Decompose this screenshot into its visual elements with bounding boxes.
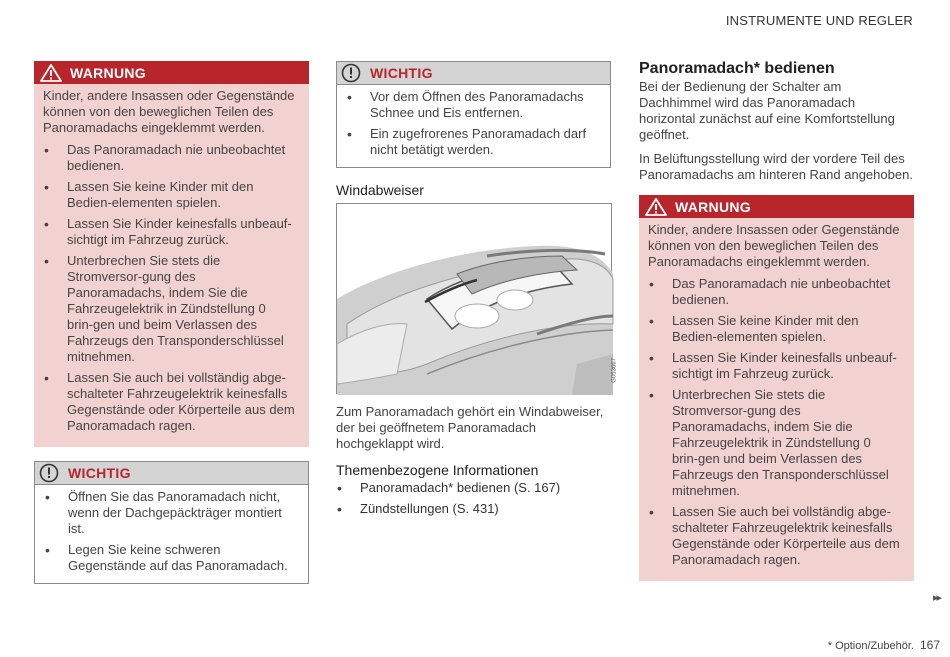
list-item: • Vor dem Öffnen des Panoramadachs Schnee und Eis entfernen. xyxy=(346,89,598,121)
figure-code: G053667 xyxy=(612,358,618,383)
related-link[interactable]: • Panoramadach* bedienen (S. 167) xyxy=(336,480,611,496)
list-item: • Das Panoramadach nie unbeobachtet bedienen. xyxy=(43,142,295,174)
important-box xyxy=(336,61,611,168)
warning-box xyxy=(639,195,914,581)
list-item: • Lassen Sie auch bei vollständig abge-schalteter Fahrzeugelektrik keinesfalls Gegenstände oder Körperteile aus dem Panoramadach ragen. xyxy=(43,370,295,434)
important-title: WICHTIG xyxy=(370,65,433,81)
exclamation-circle-icon xyxy=(341,63,361,83)
section-title: INSTRUMENTE UND REGLER xyxy=(725,13,913,28)
warning-body xyxy=(639,218,914,581)
warning-title: WARNUNG xyxy=(675,198,751,215)
warning-body xyxy=(34,84,309,447)
next-page-icon: ▸▸ xyxy=(932,592,940,604)
column-middle xyxy=(336,61,618,522)
important-header xyxy=(337,62,610,85)
important-title: WICHTIG xyxy=(68,465,131,481)
warning-intro: Kinder, andere Insassen oder Gegenstände können von den beweglichen Teilen des Panoramadachs eingeklemmt werden. xyxy=(648,222,900,269)
list-item: • Legen Sie keine schweren Gegenstände auf das Panoramadach. xyxy=(44,542,296,574)
important-box xyxy=(34,461,309,584)
list-item: • Lassen Sie keine Kinder mit den Bedien-elementen spielen. xyxy=(648,313,900,345)
related-list xyxy=(336,480,611,517)
list-item: • Ein zugefrorenes Panoramadach darf nicht betätigt werden. xyxy=(346,126,598,158)
important-list xyxy=(44,489,296,574)
important-body xyxy=(337,85,610,167)
warning-box xyxy=(34,61,309,447)
list-item: • Lassen Sie Kinder keinesfalls unbeauf-sichtigt im Fahrzeug zurück. xyxy=(43,216,295,248)
warning-list xyxy=(648,276,900,568)
column-right xyxy=(639,61,914,581)
warning-triangle-icon xyxy=(40,64,62,82)
page-footer xyxy=(828,637,940,654)
car-roof-drawing xyxy=(337,204,613,395)
list-item: • Lassen Sie keine Kinder mit den Bedien-elementen spielen. xyxy=(43,179,295,211)
warning-list xyxy=(43,142,295,434)
list-item: • Unterbrechen Sie stets die Stromversor-gung des Panoramadachs, indem Sie die Fahrzeugelektrik in Zündstellung 0 brin-gen und beim Verlassen des Fahrzeugs den Transponderschlüssel mitnehmen. xyxy=(648,387,900,499)
warning-intro: Kinder, andere Insassen oder Gegenstände können von den beweglichen Teilen des Panoramadachs eingeklemmt werden. xyxy=(43,88,295,135)
list-item: • Öffnen Sie das Panoramadach nicht, wenn der Dachgepäckträger montiert ist. xyxy=(44,489,296,537)
list-item: • Das Panoramadach nie unbeobachtet bedienen. xyxy=(648,276,900,308)
figure-caption: Zum Panoramadach gehört ein Windabweiser, der bei geöffnetem Panoramadach hochgeklappt wird. xyxy=(336,404,604,451)
footnote: * Option/Zubehör. xyxy=(827,640,914,652)
paragraph: In Belüftungsstellung wird der vordere Teil des Panoramadachs am hinteren Rand angehoben. xyxy=(639,151,913,182)
page-heading: Panoramadach* bedienen xyxy=(639,60,835,77)
sunroof-illustration xyxy=(336,203,618,394)
paragraph: Bei der Bedienung der Schalter am Dachhimmel wird das Panoramadach horizontal zunächst auf eine Komfortstellung geöffnet. xyxy=(639,79,895,142)
list-item: • Lassen Sie Kinder keinesfalls unbeauf-sichtigt im Fahrzeug zurück. xyxy=(648,350,900,382)
list-item: • Lassen Sie auch bei vollständig abge-schalteter Fahrzeugelektrik keinesfalls Gegenstände oder Körperteile aus dem Panoramadach ragen. xyxy=(648,504,900,568)
list-item: • Unterbrechen Sie stets die Stromversor-gung des Panoramadachs, indem Sie die Fahrzeugelektrik in Zündstellung 0 brin-gen und beim Verlassen des Fahrzeugs den Transponderschlüssel mitnehmen. xyxy=(43,253,295,365)
warning-header xyxy=(639,195,914,218)
important-header xyxy=(35,462,308,485)
warning-title: WARNUNG xyxy=(70,64,146,81)
wind-deflector-heading: Windabweiser xyxy=(336,182,424,198)
column-left xyxy=(34,61,309,584)
important-body xyxy=(35,485,308,583)
important-list xyxy=(346,89,598,158)
warning-header xyxy=(34,61,309,84)
exclamation-circle-icon xyxy=(39,463,59,483)
related-link[interactable]: • Zündstellungen (S. 431) xyxy=(336,501,611,517)
warning-triangle-icon xyxy=(645,198,667,216)
related-info-heading: Themenbezogene Informationen xyxy=(336,462,539,478)
page-number: 167 xyxy=(919,638,940,652)
